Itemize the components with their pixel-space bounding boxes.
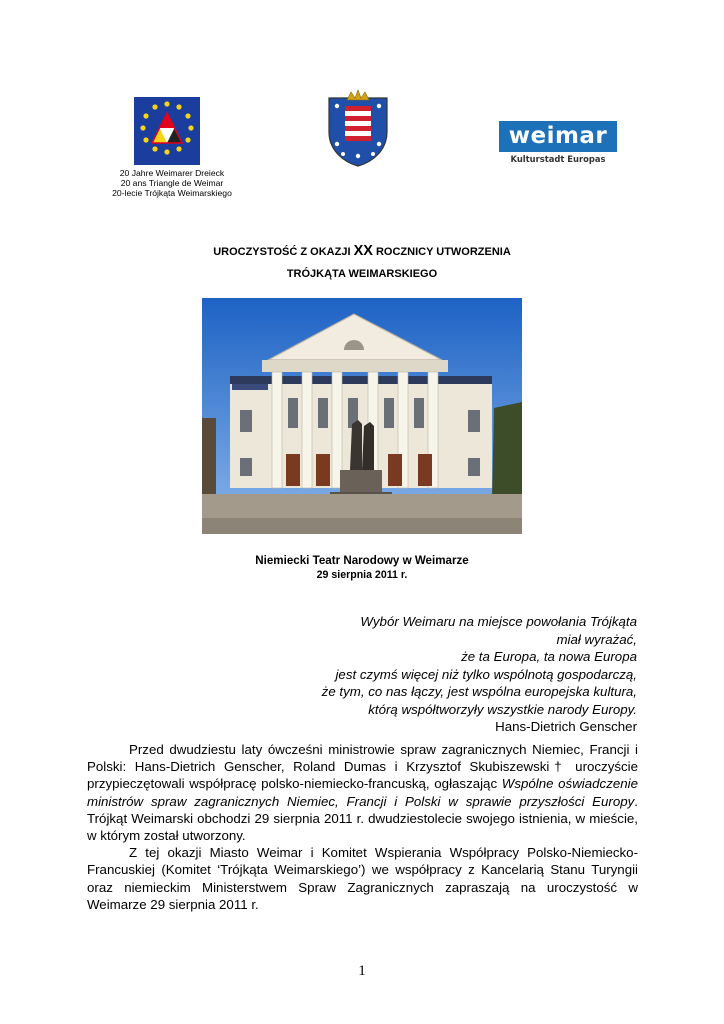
genscher-quote bbox=[197, 613, 637, 736]
declaration-title: Wspólne oświadczenie ministrów spraw zagranicznych Niemiec, Francji i Polski w sprawie przyszłości Europy bbox=[87, 776, 638, 809]
caption-line-pl: 20-lecie Trójkąta Weimarskiego bbox=[112, 188, 232, 198]
paragraph-2: Z tej okazji Miasto Weimar i Komitet Wspierania Współpracy Polsko-Niemiecko-Francuskiej (Komitet ‘Trójkąta Weimarskiego’) we współpracy z Kancelarią Stanu Turyngii oraz niemieckim Ministerstwem Spraw Zagranicznych zapraszają na uroczystość w Weimarze 29 sierpnia 2011 r. bbox=[87, 845, 638, 912]
quote-author: Hans-Dietrich Genscher bbox=[495, 719, 637, 734]
quote-line: że tym, co nas łączy, jest wspólna europejska kultura, bbox=[321, 684, 637, 699]
quote-line: jest czymś więcej niż tylko wspólnotą gospodarczą, bbox=[335, 666, 637, 682]
caption-place: Niemiecki Teatr Narodowy w Weimarze bbox=[255, 554, 469, 567]
quote-line: którą współtworzyły wszystkie narody Europy. bbox=[368, 701, 637, 717]
page-number: 1 bbox=[358, 963, 366, 979]
weimar-city-logo bbox=[499, 121, 617, 165]
title-part-c: ROCZNICY UTWORZENIA bbox=[372, 246, 511, 258]
paragraph-1-text-a: Przed dwudziestu laty ówcześni ministrowie spraw zagranicznych Niemiec, Francji i Polski: Hans-Dietrich Genscher, Roland Dumas i Krzysztof Skubiszewski† uroczyście przypieczętowali współpracę polsko-niemiecko-francuską, ogłaszając bbox=[87, 742, 638, 792]
document-title bbox=[0, 240, 724, 285]
weimar-triangle-logo bbox=[134, 97, 200, 165]
title-line-1 bbox=[0, 240, 724, 263]
caption-date: 29 sierpnia 2011 r. bbox=[316, 569, 408, 581]
weimar-wordmark: weimar bbox=[499, 121, 617, 152]
quote-line: Wybór Weimaru na miejsce powołania Trójkąta bbox=[360, 614, 637, 629]
caption-line-fr: 20 ans Triangle de Weimar bbox=[120, 178, 224, 188]
quote-line: miał wyrażać, bbox=[556, 631, 637, 647]
title-part-a: UROCZYSTOŚĆ Z OKAZJI bbox=[213, 246, 354, 258]
weimar-tagline: Kulturstadt Europas bbox=[510, 154, 606, 164]
paragraph-1-text-b: . Trójkąt Weimarski obchodzi 29 sierpnia 2011 r. dwudziestolecie swojego istnienia, w mieście, w którym został utworzony. bbox=[87, 793, 638, 844]
title-part-xx: XX bbox=[353, 243, 373, 259]
thuringia-coat-of-arms-icon bbox=[323, 88, 393, 168]
paragraph-1 bbox=[87, 741, 638, 844]
national-theatre-photo bbox=[202, 298, 522, 534]
caption-line-de: 20 Jahre Weimarer Dreieck bbox=[119, 168, 225, 178]
title-line-2: TRÓJKĄTA WEIMARSKIEGO bbox=[286, 268, 438, 280]
photo-caption bbox=[0, 553, 724, 583]
body-text bbox=[87, 741, 638, 913]
triangle-logo-caption bbox=[112, 168, 232, 198]
quote-line: że ta Europa, ta nowa Europa bbox=[461, 649, 637, 664]
